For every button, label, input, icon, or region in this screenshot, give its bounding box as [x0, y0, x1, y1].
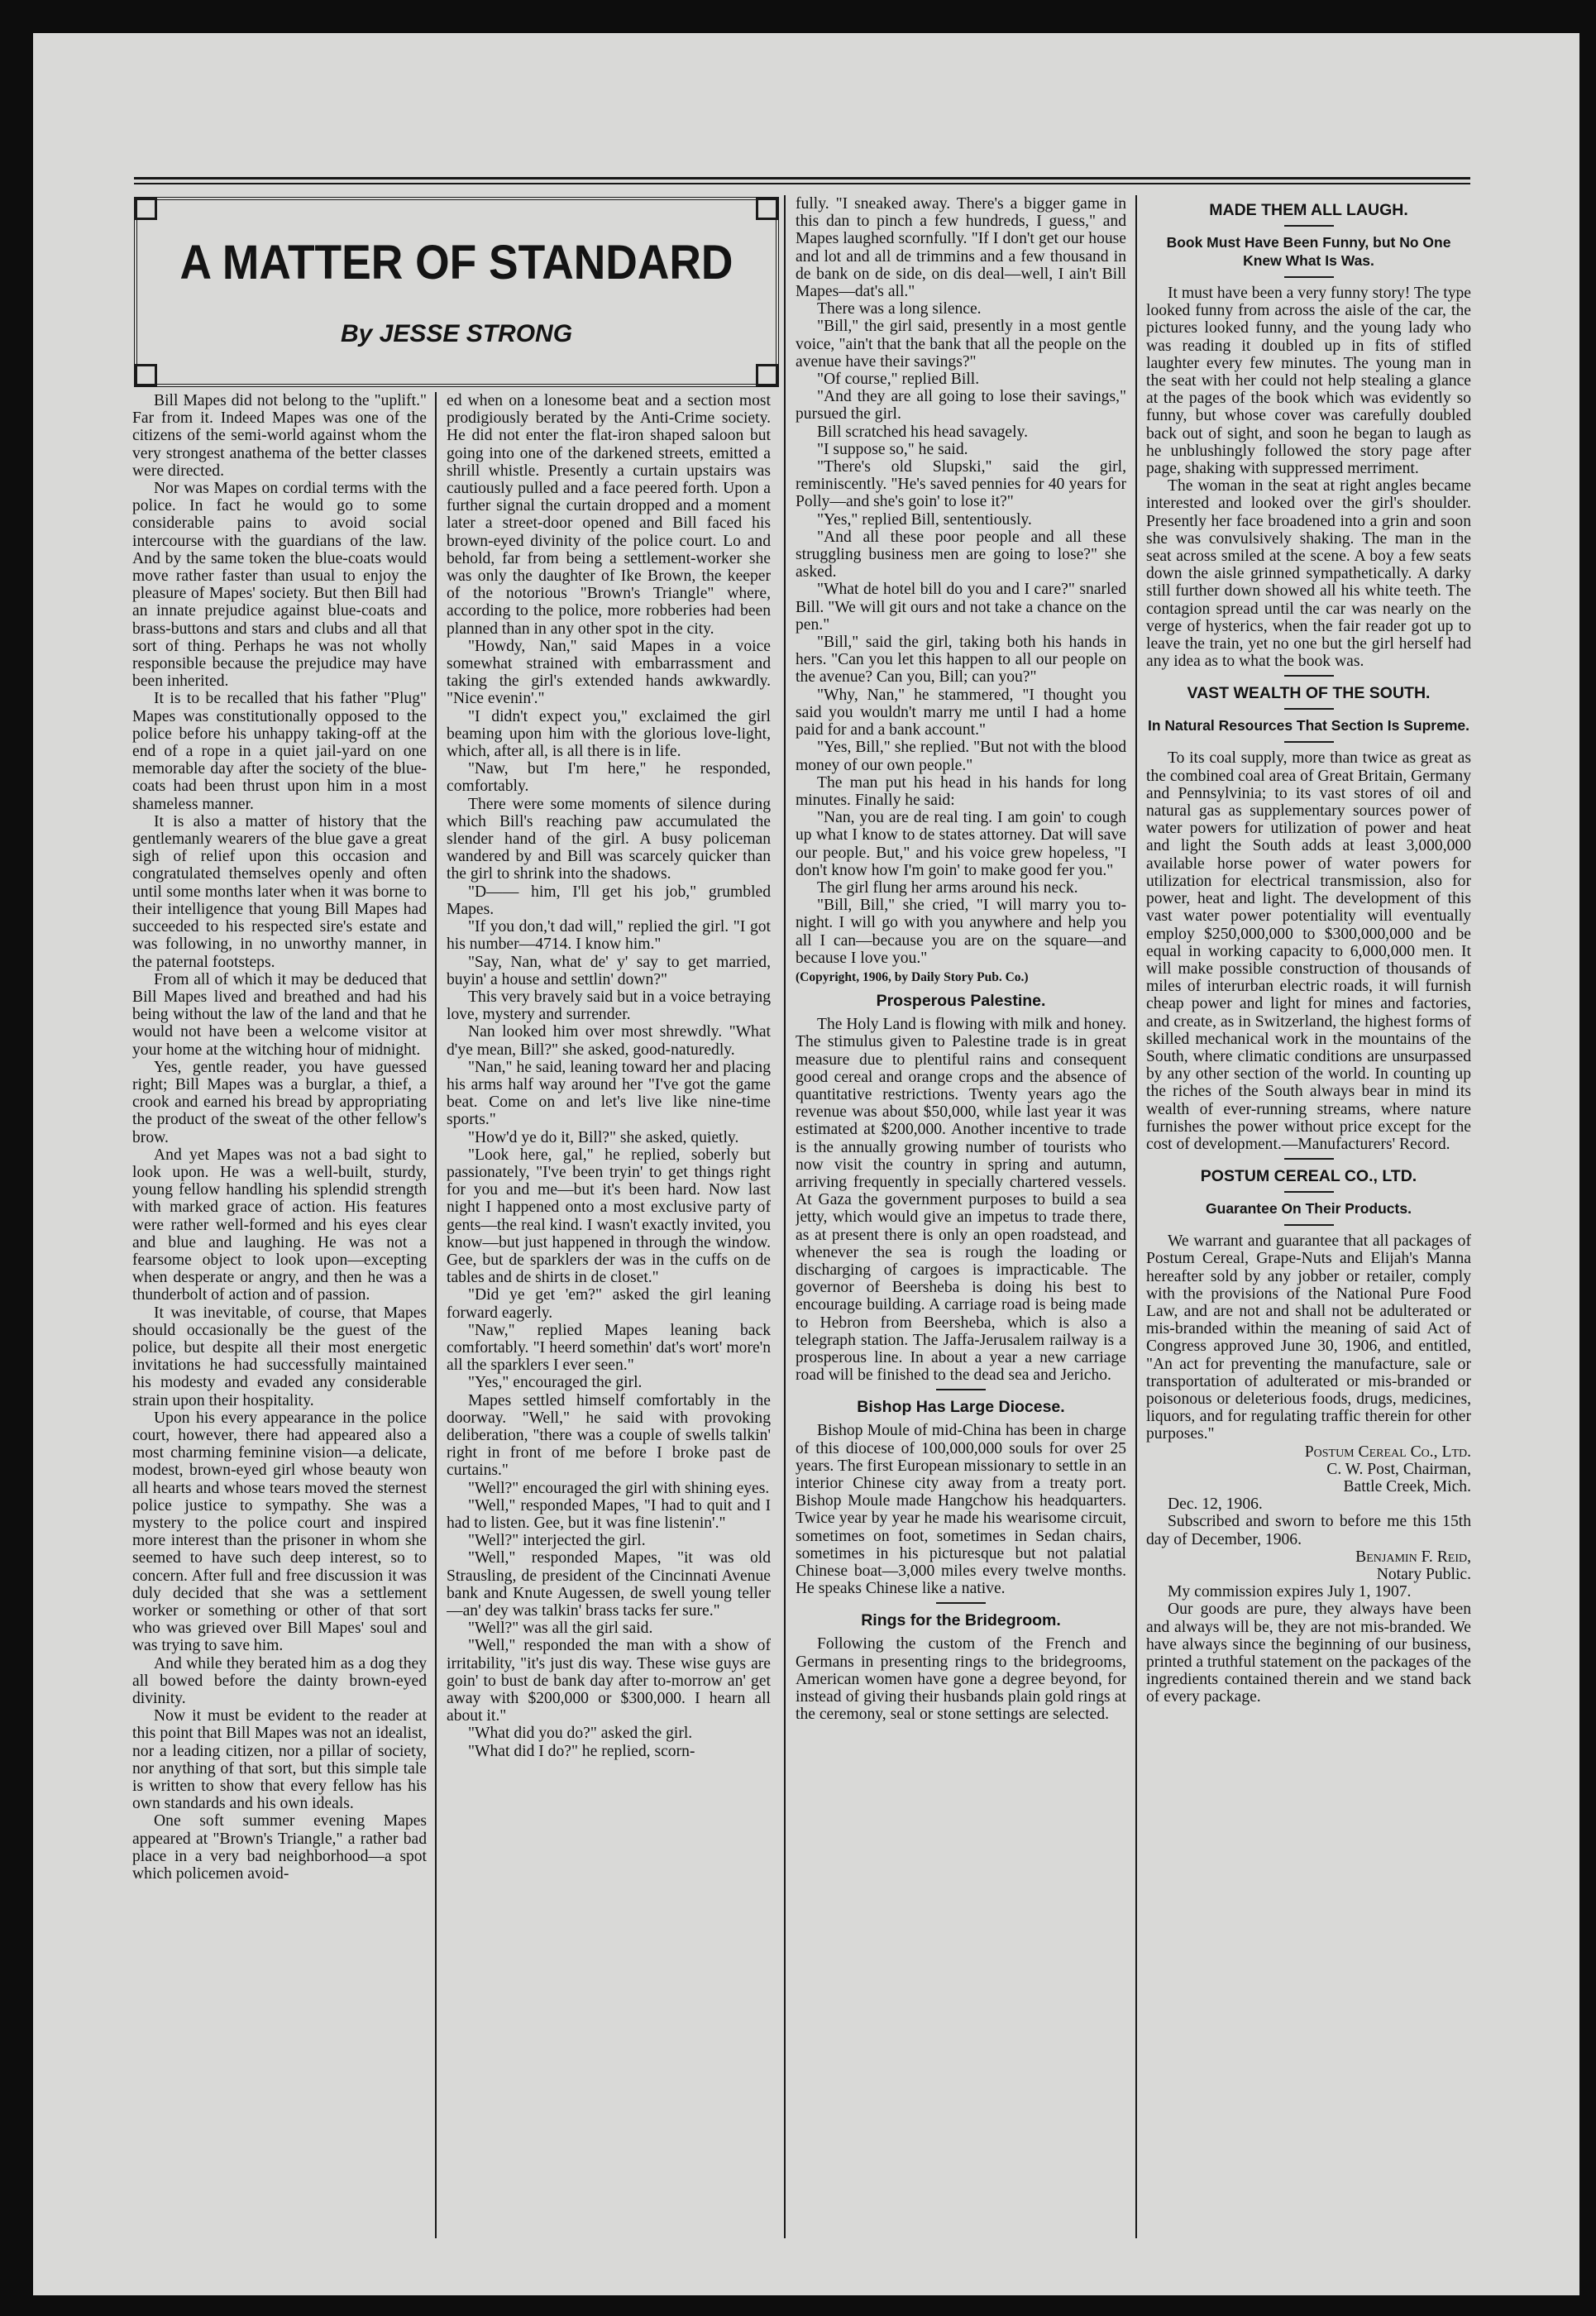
story-paragraph: There were some moments of silence during which Bill's reaching paw accumulated the slender hand of the girl. A busy policeman wandered by and Bill was scarcely quicker than the girl to shrink into the shadows.: [447, 795, 771, 883]
story-paragraph: Upon his every appearance in the police court, however, there had appeared also a most charming feminine vision—a delicate, modest, brown-eyed girl whose beauty won all hearts and whose tears moved the sternest police justice to sympathy. She was a mystery to the police court and inspired more interest than the prisoner in whom she seemed to have such deep interest, so to concern. After full and free discussion it was duly decided that she was a settlement worker or something or other of that sort who was grieved over Bill Mapes' soul and was trying to save him.: [132, 1409, 427, 1655]
story-paragraph: "D—— him, I'll get his job," grumbled Mapes.: [447, 883, 771, 918]
south-subhead: In Natural Resources That Section Is Supreme.: [1148, 717, 1469, 735]
corner-ornament-icon: [756, 364, 779, 387]
corner-ornament-icon: [134, 197, 157, 220]
story-paragraph: "Well?" encouraged the girl with shining eyes.: [468, 1479, 770, 1497]
story-column-1: [132, 392, 427, 2238]
story-paragraph: "Look here, gal," he replied, soberly but passionately, "I've been tryin' to get things right for you and me—but it's been hard. Now last night I happened onto a most exclusive party of gents—the real kind. I wasn't exactly invited, you know—but just happened in through the window. Gee, but de sparklers der was in the cuffs on de tables and de shirts in de closet.": [447, 1146, 771, 1287]
story-paragraph: fully. "I sneaked away. There's a bigger game in this dan to pinch a few hundreds, I guess," and Mapes laughed scornfully. "If I don't get our house and lot and all de trimmins and a few thousand in de bank on de side, on dis deal—well, I ain't Bill Mapes—dat's all.": [796, 195, 1126, 301]
corner-ornament-icon: [756, 197, 779, 220]
story-paragraph: Yes, gentle reader, you have guessed right; Bill Mapes was a burglar, a thief, a crook and earned his bread by appropriating the product of the sweat of the other fellow's brow.: [132, 1058, 427, 1146]
story-paragraph: "Bill," said the girl, taking both his hands in hers. "Can you let this happen to all our people on the avenue? Can you, Bill; can you?": [796, 634, 1126, 687]
postum-date: Dec. 12, 1906.: [1168, 1495, 1263, 1514]
story-paragraph: "I suppose so," he said.: [817, 440, 968, 458]
story-paragraph: And while they berated him as a dog they all bowed before the dainty brown-eyed divinity.: [132, 1654, 427, 1708]
column-rule: [1135, 195, 1137, 2238]
section-divider: [1284, 276, 1334, 278]
story-paragraph: Nor was Mapes on cordial terms with the police. In fact he would go to some considerable pains to avoid social intercourse with the guardians of the law. And by the same token the blue-coats would move rather faster than usual to enjoy the pleasure of Mapes' society. But then Bill had an innate prejudice against blue-coats and brass-buttons and stars and clubs and all that sort of thing. Perhaps he was not wholly responsible because the prejudice may have been inherited.: [132, 480, 427, 691]
story-paragraph: "And all these poor people and all these struggling business men are going to lose?" she asked.: [796, 528, 1126, 581]
story-paragraph: "Well?" was all the girl said.: [468, 1620, 653, 1638]
postum-subhead: Guarantee On Their Products.: [1206, 1200, 1412, 1218]
story-paragraph: Mapes settled himself comfortably in the doorway. "Well," he said with provoking deliberation, "there was a couple of swells talkin' right in front of me before I broke past de curtains.": [447, 1391, 771, 1480]
commission-line: My commission expires July 1, 1907.: [1168, 1583, 1412, 1601]
story-paragraph: "Nan, you are de real ting. I am goin' to cough up what I know to de states attorney. Dat will save our people. But," and his voice grew hopeless, "I don't know how I'm goin' to make good fer you.": [796, 809, 1126, 879]
story-paragraph: Bill Mapes did not belong to the "uplift." Far from it. Indeed Mapes was one of the citizens of the semi-world against whom the very strongest anathema of the better classes were directed.: [132, 392, 427, 480]
postum-signature-place: Battle Creek, Mich.: [1343, 1477, 1471, 1495]
story-paragraph: It was inevitable, of course, that Mapes should occasionally be the guest of the police, but despite all their most energetic invitations he had successfully maintained his modesty and evaded any considerable strain upon their hospitality.: [132, 1304, 427, 1409]
section-divider: [936, 1602, 986, 1604]
story-paragraph: "Bill, Bill," she cried, "I will marry you to-night. I will go with you anywhere and help you all I can—because you are on the square—and because I love you.": [796, 897, 1126, 967]
laugh-paragraph: The woman in the seat at right angles became interested and looked over the girl's shoulder. Presently her face broadened into a grin and soon she was convulsively shaking. The man in the seat across smiled at the scene. A boy a few seats down the aisle grinned sympathetically. A darky still further down showed all his white teeth. The contagion spread until the car was nearly on the verge of hysterics, when the fair reader got up to leave the train, yet no one but the girl herself had any idea as to what the book was.: [1146, 477, 1471, 671]
section-divider: [1284, 225, 1334, 227]
story-paragraph: "Say, Nan, what de' y' say to get married, buyin' a house and settlin' down?": [447, 953, 771, 988]
story-paragraph: "Howdy, Nan," said Mapes in a voice somewhat strained with embarrassment and taking the girl's extended hands awkwardly. "Nice evenin'.": [447, 637, 771, 708]
story-paragraph: "Bill," the girl said, presently in a most gentle voice, "ain't that the bank that all the people on the avenue have their savings?": [796, 318, 1126, 371]
laugh-headline: MADE THEM ALL LAUGH.: [1209, 201, 1408, 219]
postum-headline: POSTUM CEREAL CO., LTD.: [1200, 1167, 1417, 1186]
story-paragraph: It is to be recalled that his father "Plug" Mapes was constitutionally opposed to the police before his unhappy taking-off at the end of a rope in a quiet jail-yard on one memorable day after the society of the blue-coats had been thrust upon him in a most shameless manner.: [132, 690, 427, 813]
section-divider: [936, 1389, 986, 1390]
story-paragraph: "And they are all going to lose their savings," pursued the girl.: [796, 388, 1126, 423]
story-paragraph: Now it must be evident to the reader at this point that Bill Mapes was not an idealist, nor a leading citizen, nor a pillar of society, nor anything of that sort, but this simple tale is written to show that every fellow has his own standards and his own ideals.: [132, 1707, 427, 1813]
column-3: [796, 195, 1126, 2238]
story-paragraph: The man put his head in his hands for long minutes. Finally he said:: [796, 773, 1126, 809]
postum-body: We warrant and guarantee that all packages of Postum Cereal, Grape-Nuts and Elijah's Manna hereafter sold by any jobber or retailer, comply with the provisions of the National Pure Food Law, and are not and shall not be adulterated or mis-branded within the meaning of said Act of Congress approved June 30, 1906, and entitled, "An act for preventing the manufacture, sale or transportation of adulterated or mis-branded or poisonous or deleterious foods, drugs, medicines, liquors, and for regulating traffic therein for other purposes.": [1146, 1232, 1471, 1443]
story-paragraph: "What did I do?" he replied, scorn-: [468, 1742, 695, 1760]
story-byline: By JESSE STRONG: [340, 320, 573, 347]
story-paragraph: Bill scratched his head savagely.: [817, 423, 1028, 441]
section-divider: [1284, 1191, 1334, 1193]
top-rule-secondary: [134, 183, 1470, 184]
bishop-headline: Bishop Has Large Diocese.: [857, 1398, 1065, 1417]
story-paragraph: "Yes," replied Bill, sententiously.: [817, 510, 1032, 529]
story-paragraph: Nan looked him over most shrewdly. "What d'ye mean, Bill?" she asked, good-naturedly.: [447, 1023, 771, 1059]
story-title-box: [134, 197, 779, 387]
bishop-body: Bishop Moule of mid-China has been in charge of this diocese of 100,000,000 souls for over 25 years. The first European missionary to settle in an interior Chinese city away from a treaty port. Bishop Moule made Hangchow his headquarters. Twice year by year he made his wearisome circuit, sometimes on foot, sometimes in Sedan chairs, sometimes in his picturesque but not palatial Chinese boat—3,000 miles every twelve months. He speaks Chinese like a native.: [796, 1422, 1126, 1598]
story-paragraph: "Well," responded Mapes, "I had to quit and I had to listen. Gee, but it was fine listenin'.": [447, 1496, 771, 1532]
notary-title: Notary Public.: [1376, 1566, 1471, 1583]
story-paragraph: "Yes, Bill," she replied. "But not with the blood money of our own people.": [796, 739, 1126, 774]
palestine-body: The Holy Land is flowing with milk and honey. The stimulus given to Palestine trade is in great measure due to plentiful rains and consequent good cereal and orange crops and the absence of quantitative restrictions. Twenty years ago the revenue was about $50,000, while last year it was estimated at $200,000. Another incentive to trade is the annually growing number of tourists who now visit the country in spring and autumn, arriving frequently in specially chartered vessels. At Gaza the government purposes to build a sea jetty, which would give an impetus to trade there, as at present there is only an open roadstead, and whenever the sea is rough the loading or discharging of cargoes is impracticable. The governor of Beersheba is doing his best to encourage building. A carriage road is being made to Hebron from Beersheba, which is also a telegraph station. The Jaffa-Jerusalem railway is a prosperous line. In about a year a new carriage road will be finished to the dead sea and Jericho.: [796, 1016, 1126, 1385]
story-paragraph: "Nan," he said, leaning toward her and placing his arms half way around her "I've got the game beat. Come on and let's live like nine-time sports.": [447, 1058, 771, 1129]
story-paragraph: "How'd ye do it, Bill?" she asked, quietly.: [468, 1128, 739, 1146]
postum-closing: Our goods are pure, they always have been and always will be, they are not mis-branded. We have always since the beginning of our business, printed a truthful statement on the packages of the ingredients contained therein and we stand back of every package.: [1146, 1601, 1471, 1706]
south-headline: VAST WEALTH OF THE SOUTH.: [1187, 684, 1431, 703]
story-paragraph: ed when on a lonesome beat and a section most prodigiously berated by the Anti-Crime society. He did not enter the flat-iron shaped saloon but going into one of the darkened streets, emitted a shrill whistle. Presently a curtain upstairs was cautiously pulled and a face peered forth. Upon a further signal the curtain dropped and a moment later a street-door opened and Bill faced his brown-eyed divinity of the police court. Lo and behold, far from being a settlement-worker she was only the daughter of Ike Brown, the keeper of the notorious "Brown's Triangle" where, according to the police, more robberies had been planned than in any other spot in the city.: [447, 392, 771, 638]
story-paragraph: It is also a matter of history that the gentlemanly wearers of the blue gave a great sigh of relief upon this occasion and congratulated themselves openly and often until some months later when it was borne to their intelligence that young Bill Mapes had succeeded to his respected sire's estate and was following, in no unworthy manner, in the paternal footsteps.: [132, 812, 427, 971]
rings-body: Following the custom of the French and Germans in presenting rings to the bridegrooms, American women have gone a degree beyond, for instead of giving their husbands plain gold rings at the ceremony, seal or stone settings are selected.: [796, 1635, 1126, 1724]
story-paragraph: "Of course," replied Bill.: [817, 371, 980, 389]
postum-sworn: Subscribed and sworn to before me this 15th day of December, 1906.: [1146, 1513, 1471, 1548]
section-divider: [1284, 741, 1334, 743]
section-divider: [1284, 675, 1334, 677]
postum-notice: [1146, 1166, 1471, 1706]
section-divider: [1284, 708, 1334, 710]
story-paragraph: "I didn't expect you," exclaimed the girl beaming upon him with the glorious love-light, which, after all, is all there is in life.: [447, 707, 771, 761]
story-column-2: [447, 392, 771, 2238]
story-paragraph: "Did ye get 'em?" asked the girl leaning forward eagerly.: [447, 1286, 771, 1322]
laugh-subhead: Book Must Have Been Funny, but No One Knew What Is Was.: [1166, 234, 1451, 269]
top-rule: [134, 177, 1470, 179]
story-paragraph: "Well?" interjected the girl.: [468, 1532, 646, 1550]
story-paragraph: "Why, Nan," he stammered, "I thought you said you wouldn't marry me until I had a home paid for and a bank account.": [796, 686, 1126, 739]
laugh-paragraph: It must have been a very funny story! The type looked funny from across the aisle of the car, the pictures looked funny, and the young lady who was reading it doubled up in fits of stifled laughter every few minutes. The young man in the seat with her could not help stealing a glance at the pages of the book which was evidently so funny, but whose cover was carefully doubled back out of sight, and soon he began to laugh as he unblushingly followed the story page after page, shaking with suppressed merriment.: [1146, 285, 1471, 478]
story-headline: A MATTER OF STANDARD: [179, 236, 733, 290]
section-divider: [1284, 1158, 1334, 1160]
story-paragraph: "Naw, but I'm here," he responded, comfortably.: [447, 760, 771, 796]
story-paragraph: And yet Mapes was not a bad sight to look upon. He was a well-built, sturdy, young fellow handling his splendid strength with marked grace of action. His features were rather well-formed and his eyes clear and blue and laughing. He was not a fearsome object to look upon—excepting when desperate or angry, and then he was a thunderbolt of action and of passion.: [132, 1146, 427, 1304]
story-paragraph: "If you don,'t dad will," replied the girl. "I got his number—4714. I know him.": [447, 918, 771, 954]
story-paragraph: "There's old Slupski," said the girl, reminiscently. "He's saved pennies for 40 years for Polly—and she's goin' to lose it?": [796, 458, 1126, 511]
section-divider: [1284, 1224, 1334, 1226]
column-rule: [435, 392, 437, 2238]
story-paragraph: "What did you do?" asked the girl.: [468, 1725, 693, 1743]
story-paragraph: One soft summer evening Mapes appeared at "Brown's Triangle," a rather bad place in a very bad neighborhood—a spot which policemen avoid-: [132, 1812, 427, 1883]
notary-name: Benjamin F. Reid,: [1355, 1548, 1471, 1566]
story-paragraph: "Naw," replied Mapes leaning back comfortably. "I heerd somethin' dat's wort' more'n all the sparklers I ever seen.": [447, 1321, 771, 1375]
story-paragraph: There was a long silence.: [817, 300, 982, 318]
newspaper-page: [33, 33, 1579, 2295]
rings-headline: Rings for the Bridegroom.: [861, 1611, 1061, 1630]
palestine-headline: Prosperous Palestine.: [876, 992, 1046, 1011]
story-paragraph: From all of which it may be deduced that Bill Mapes lived and breathed and had his being without the law of the land and that he would not have been a welcome visitor at your home at the witching hour of midnight.: [132, 970, 427, 1059]
story-paragraph: "Yes," encouraged the girl.: [468, 1374, 643, 1392]
copyright-line: (Copyright, 1906, by Daily Story Pub. Co.): [796, 969, 1029, 984]
story-paragraph: This very bravely said but in a voice betraying love, mystery and surrender.: [447, 988, 771, 1024]
story-paragraph: "What de hotel bill do you and I care?" snarled Bill. "We will git ours and not take a chance on the pen.": [796, 581, 1126, 634]
story-paragraph: "Well," responded Mapes, "it was old Strausling, de president of the Cincinnati Avenue bank and Knute Augessen, de swell young teller—an' dey was talkin' brass tacks fer sure.": [447, 1549, 771, 1620]
postum-signature-company: Postum Cereal Co., Ltd.: [1304, 1443, 1471, 1461]
column-4: [1146, 195, 1471, 2238]
story-paragraph: The girl flung her arms around his neck.: [817, 878, 1078, 897]
corner-ornament-icon: [134, 364, 157, 387]
story-paragraph: "Well," responded the man with a show of irritability, "it's just dis way. These wise guys are goin' to bust de bank day after to-morrow an' get away with $200,000 or $300,000. I hearn all about it.": [447, 1637, 771, 1725]
south-body: To its coal supply, more than twice as great as the combined coal area of Great Britain, Germany and Pennsylvinia; to its vast stores of oil and natural gas as supplementary sources power of water powers for utilization of power and heat and light the South adds at least 3,000,000 available horse power of water powers for utilization for electrical transmission, also for power, heat and light. The development of this vast water power potentiality will eventually employ $250,000,000 to $300,000,000 and be equal in working capacity to 6,000,000 men. It will make possible construction of thousands of miles of interurban electric roads, it will furnish cheap power and light for mines and factories, and create, as in Switzerland, the highest forms of skilled mechanical work in the mountains of the South, where climatic conditions are unsurpassed by any other section of the world. In counting up the riches of the South always bear in mind its wealth of ever-running streams, where nature furnishes the power without price except for the cost of development.—Manufacturers' Record.: [1146, 749, 1471, 1153]
postum-signature-name: C. W. Post, Chairman,: [1326, 1460, 1471, 1478]
column-rule: [784, 195, 786, 2238]
